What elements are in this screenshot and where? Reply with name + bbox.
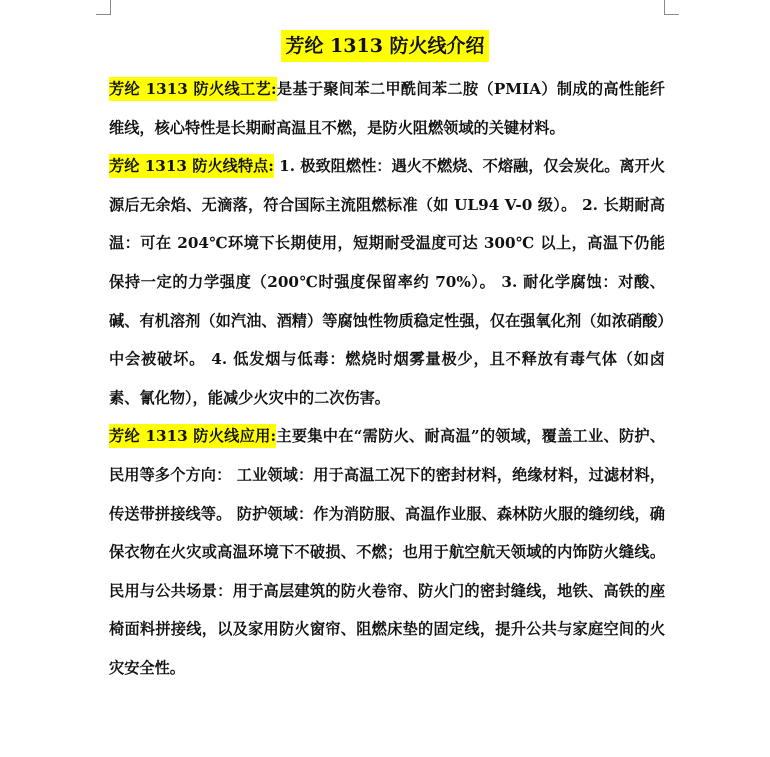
document-title [0, 30, 770, 62]
section-applications [109, 417, 665, 687]
section-features [109, 147, 665, 417]
section-applications-heading: 芳纶 1313 防火线应用: [109, 424, 276, 448]
section-process [109, 70, 665, 147]
crop-mark-top-right [664, 0, 679, 15]
section-process-body: 是基于聚间苯二甲酰间苯二胺（PMIA）制成的高性能纤维线，核心特性是长期耐高温且不燃，是防火阻燃领域的关键材料。 [109, 80, 665, 137]
document-title-text: 芳纶 1313 防火线介绍 [281, 30, 488, 62]
section-process-heading: 芳纶 1313 防火线工艺: [109, 77, 277, 101]
crop-mark-top-left [96, 0, 111, 15]
section-features-body: 1. 极致阻燃性：遇火不燃烧、不熔融，仅会炭化。离开火源后无余焰、无滴落，符合国际主流阻燃标准（如 UL94 V-0 级）。 2. 长期耐高温：可在 204℃环境下长期使用，短期耐受温度可达 300℃ 以上，高温下仍能保持一定的力学强度（200℃时强度保留率约 70%）。 3. 耐化学腐蚀：对酸、碱、有机溶剂（如汽油、酒精）等腐蚀性物质稳定性强，仅在强氧化剂（如浓硝酸）中会被破坏。 4. 低发烟与低毒：燃烧时烟雾量极少，且不释放有毒气体（如卤素、氰化物），能减少火灾中的二次伤害。 [109, 157, 665, 407]
section-applications-body: 主要集中在“需防火、耐高温”的领域，覆盖工业、防护、民用等多个方向： 工业领域：用于高温工况下的密封材料，绝缘材料，过滤材料，传送带拼接线等。 防护领域：作为消防服、高温作业服、森林防火服的缝纫线，确保衣物在火灾或高温环境下不破损、不燃；也用于航空航天领域的内饰防火缝线。 民用与公共场景：用于高层建筑的防火卷帘、防火门的密封缝线，地铁、高铁的座椅面料拼接线，以及家用防火窗帘、阻燃床垫的固定线，提升公共与家庭空间的火灾安全性。 [109, 427, 665, 677]
document-body [109, 70, 665, 688]
section-features-heading: 芳纶 1313 防火线特点: [109, 154, 274, 178]
